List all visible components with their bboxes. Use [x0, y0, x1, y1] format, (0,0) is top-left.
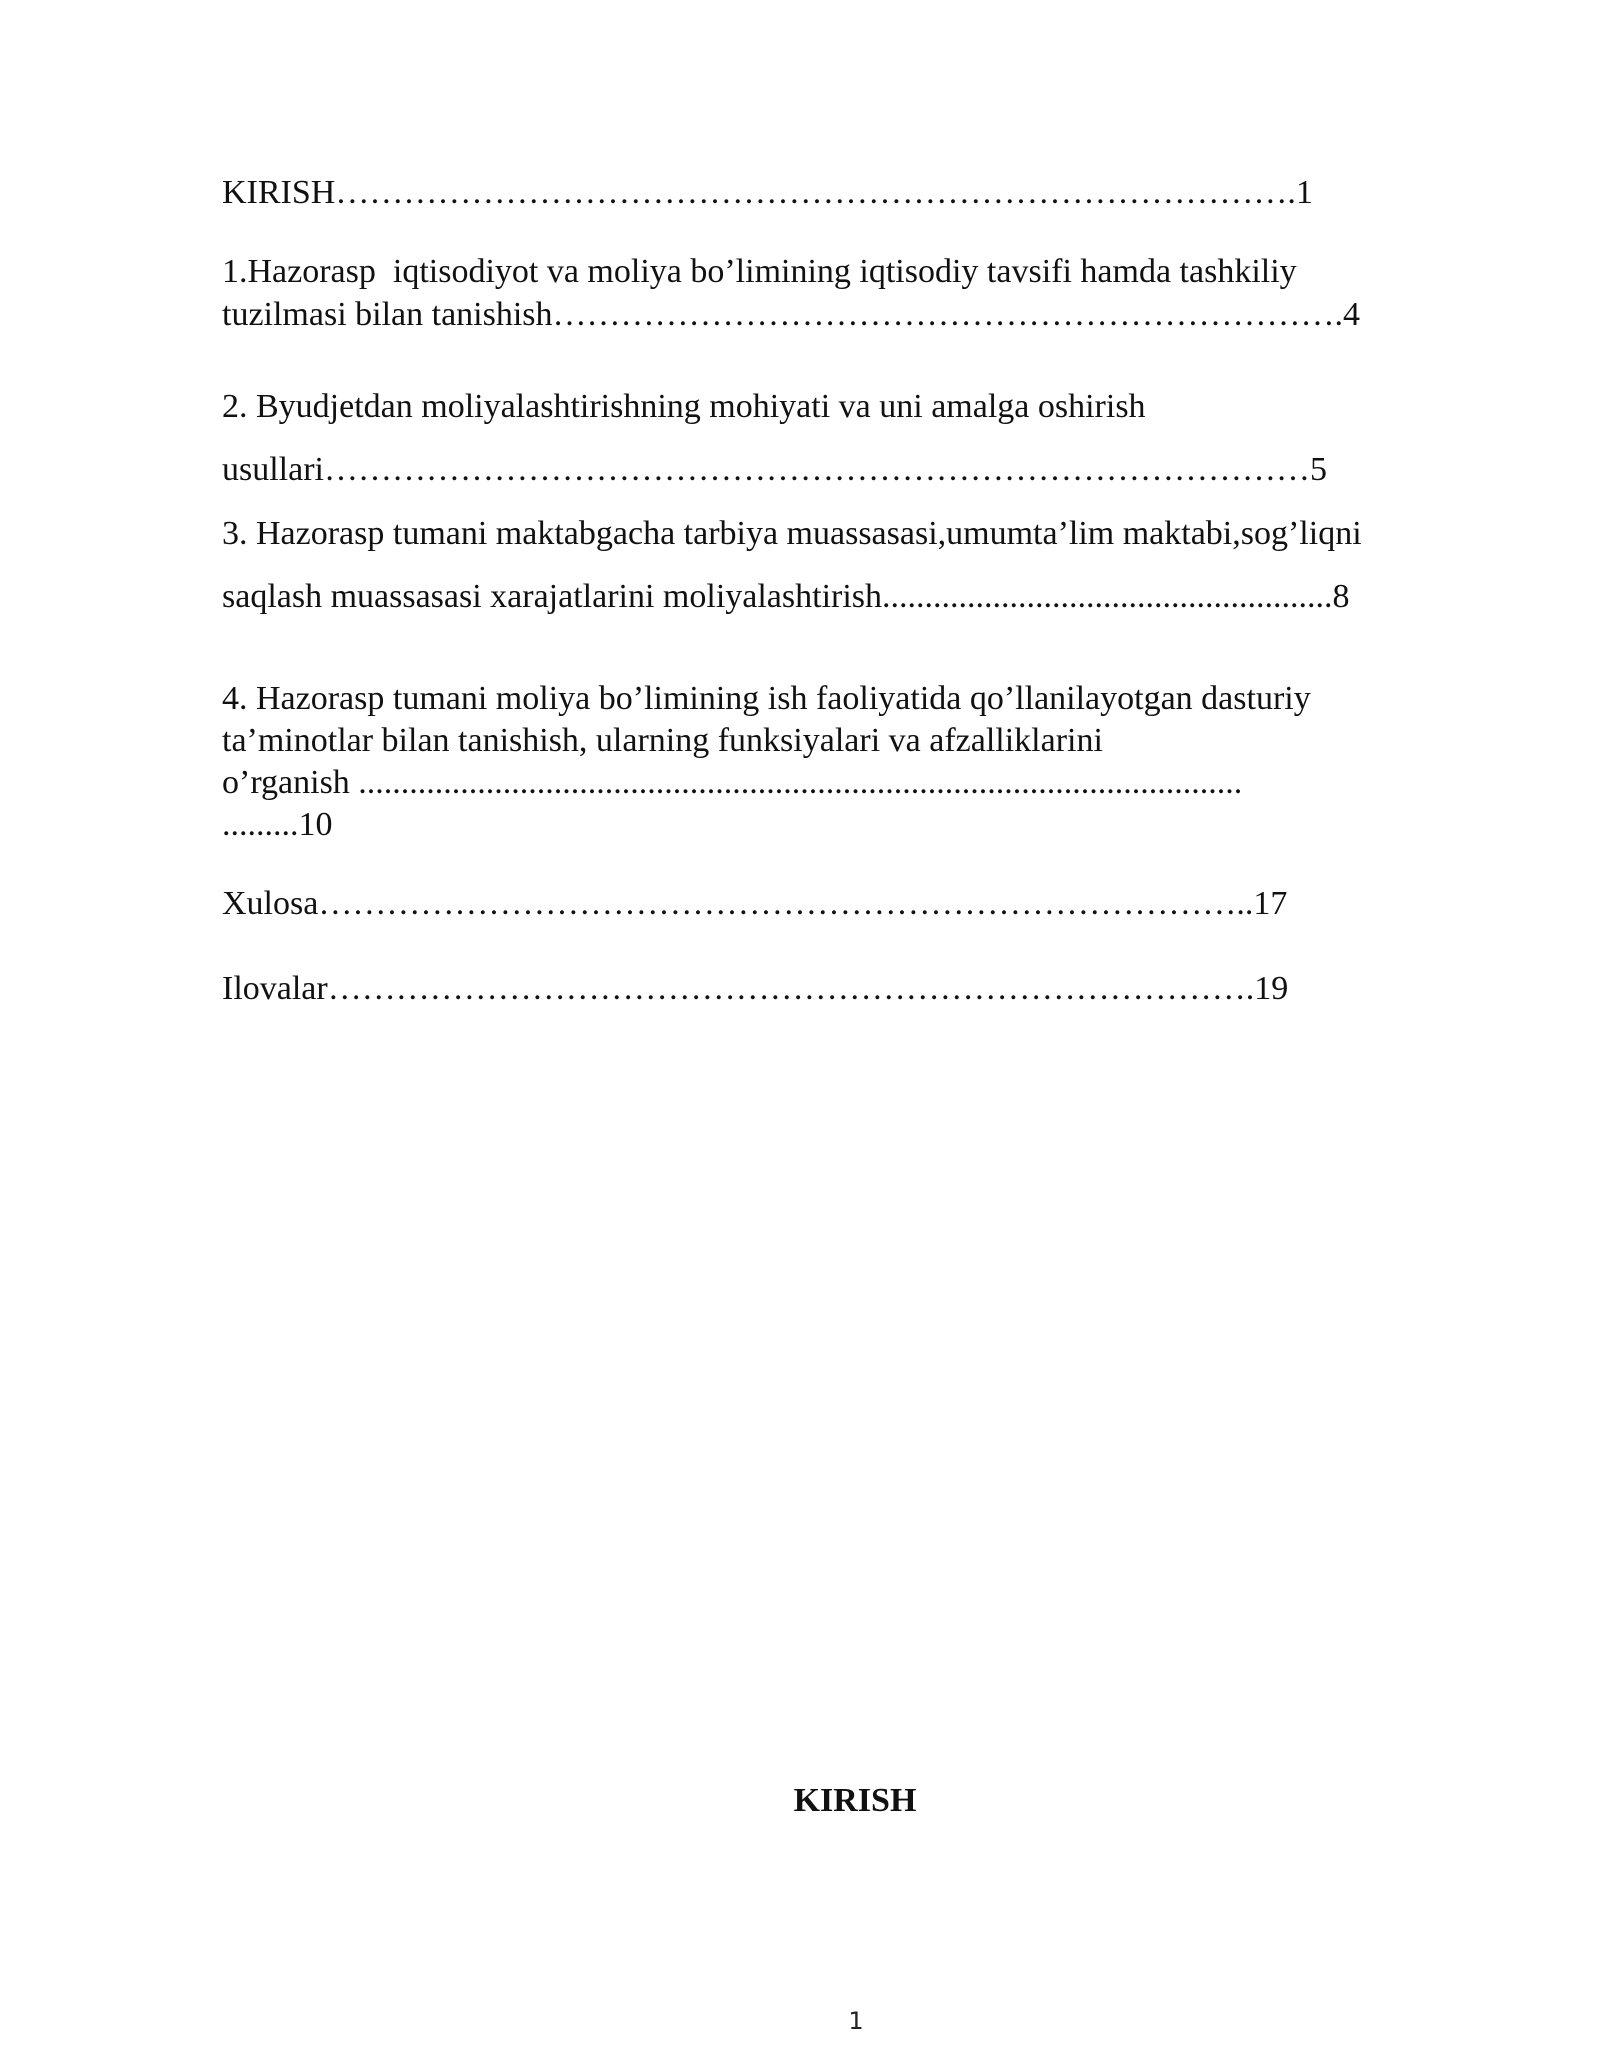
- toc-entry-4-line-1: 4. Hazorasp tumani moliya bo’limining ish faoliyatida qo’llanilayotgan dasturiy: [222, 680, 1311, 717]
- toc-entry-1-line-2: tuzilmasi bilan tanishish…………………………………………………………….4: [222, 296, 1361, 333]
- toc-entry-4-line-4: .........10: [222, 806, 333, 843]
- toc-entry-4-line-2: ta’minotlar bilan tanishish, ularning funksiyalari va afzalliklarini: [222, 722, 1103, 759]
- toc-entry-3-line-2: saqlash muassasasi xarajatlarini moliyalashtirish.....................................................8: [222, 578, 1350, 615]
- page-number: 1: [848, 2007, 864, 2035]
- toc-entry-2-line-1: 2. Byudjetdan moliyalashtirishning mohiyati va uni amalga oshirish: [222, 388, 1146, 425]
- toc-entry-kirish: KIRISH………………………………………………………………………….1: [222, 174, 1313, 211]
- toc-entry-xulosa: Xulosa………………………………………………………………………..17: [222, 885, 1288, 922]
- section-heading: KIRISH: [793, 1782, 917, 1819]
- toc-entry-1-line-1: 1.Hazorasp iqtisodiyot va moliya bo’limining iqtisodiy tavsifi hamda tashkiliy: [222, 253, 1297, 290]
- toc-entry-ilovalar: Ilovalar……………………………………………………………………….19: [222, 970, 1289, 1007]
- toc-entry-4-line-3: o’rganish ........................................................................................................: [222, 764, 1243, 801]
- toc-entry-2-line-2: usullari……………………………………………………………………………5: [222, 451, 1327, 488]
- toc-entry-3-line-1: 3. Hazorasp tumani maktabgacha tarbiya muassasasi,umumta’lim maktabi,sog’liqni: [222, 515, 1362, 552]
